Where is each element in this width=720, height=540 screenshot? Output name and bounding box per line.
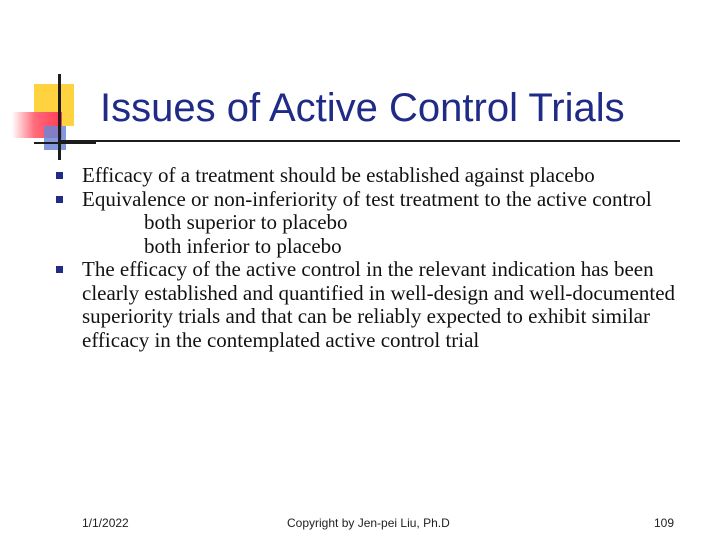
blue-square	[44, 126, 66, 150]
sub-item: both inferior to placebo	[144, 233, 342, 258]
bullet-item	[52, 258, 692, 352]
bullet-item	[52, 164, 692, 188]
square-bullet-icon	[56, 266, 63, 273]
bullet-text: Equivalence or non-inferiority of test treatment to the active control	[82, 186, 652, 211]
vertical-rule	[58, 74, 61, 160]
square-bullet-icon	[56, 172, 63, 179]
decorative-logo	[8, 74, 88, 164]
footer-date: 1/1/2022	[82, 516, 129, 530]
bullet-item	[52, 188, 692, 259]
footer-page-number: 109	[654, 516, 675, 530]
bullet-list	[52, 164, 692, 352]
bullet-text: Efficacy of a treatment should be established against placebo	[82, 163, 595, 187]
title-underline	[60, 140, 680, 142]
footer-copyright: Copyright by Jen-pei Liu, Ph.D	[287, 516, 450, 530]
sub-item: both superior to placebo	[144, 210, 348, 234]
square-bullet-icon	[56, 196, 63, 203]
bullet-text: The efficacy of the active control in the relevant indication has been clearly established and quantified in well-design and well-documented superiority trials and that can be reliably expected to exhibit similar efficacy in the contemplated active control trial	[82, 257, 676, 352]
horizontal-rule-short	[34, 142, 96, 144]
slide-title: Issues of Active Control Trials	[100, 86, 625, 130]
